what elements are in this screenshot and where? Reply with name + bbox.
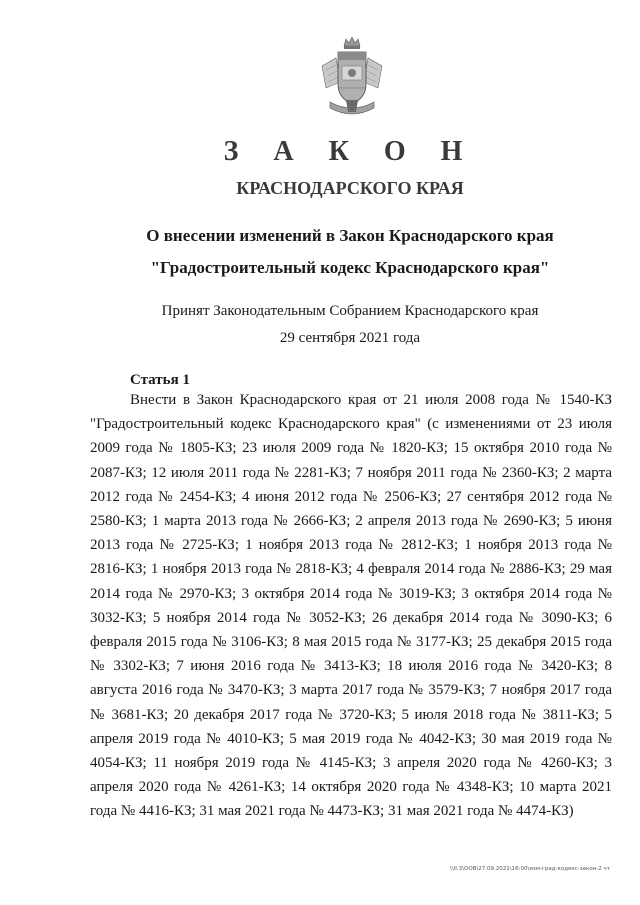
article-heading: Статья 1 <box>130 372 190 388</box>
region-heading: КРАСНОДАРСКОГО КРАЯ <box>236 178 464 198</box>
document-footer-code: \\II.3\OOB\27.09.2021\16:00\изм-град-кодекс-закон-2 чт <box>449 866 610 872</box>
adoption-statement: Принят Законодательным Собранием Краснодарского края <box>161 303 539 319</box>
coat-of-arms-icon <box>316 36 388 118</box>
article-body: Внести в Закон Краснодарского края от 21 июля 2008 года № 1540-КЗ "Градостроительный кодекс Краснодарского края" (с изменениями от 23 июля 2009 года № 1805-КЗ; 23 июля 2009 года № 1820-КЗ; 15 октября 2010 года № 2087-КЗ; 12 июля 2011 года № 2281-КЗ; 7 ноября 2011 года № 2360-КЗ; 2 марта 2012 года № 2454-КЗ; 4 июня 2012 года № 2506-КЗ; 27 сентября 2012 года № 2580-КЗ; 1 марта 2013 года № 2666-КЗ; 2 апреля 2013 года № 2690-КЗ; 5 июня 2013 года № 2725-КЗ; 1 ноября 2013 года № 2812-КЗ; 1 ноября 2013 года № 2816-КЗ; 1 ноября 2013 года № 2818-КЗ; 4 февраля 2014 года № 2886-КЗ; 29 мая 2014 года № 2970-КЗ; 3 октября 2014 года № 3019-КЗ; 3 октября 2014 года № 3032-КЗ; 5 ноября 2014 года № 3052-КЗ; 26 декабря 2014 года № 3090-КЗ; 6 февраля 2015 года № 3106-КЗ; 8 мая 2015 года № 3177-КЗ; 25 декабря 2015 года № 3302-КЗ; 7 июня 2016 года № 3413-КЗ; 18 июля 2016 года № 3420-КЗ; 8 августа 2016 года № 3470-КЗ; 3 марта 2017 года № 3579-КЗ; 7 ноября 2017 года № 3681-КЗ; 20 декабря 2017 года № 3720-КЗ; 5 июля 2018 года № 3811-КЗ; 5 апреля 2019 года № 4010-КЗ; 5 мая 2019 года № 4042-КЗ; 30 мая 2019 года № 4054-КЗ; 11 ноября 2019 года № 4145-КЗ; 3 апреля 2020 года № 4260-КЗ; 3 апреля 2020 года № 4261-КЗ; 14 октября 2020 года № 4348-КЗ; 10 марта 2021 года № 4416-КЗ; 31 мая 2021 года № 4473-КЗ; 31 мая 2021 года № 4474-КЗ) <box>90 392 612 820</box>
law-title-line-2: "Градостроительный кодекс Краснодарского края" <box>150 258 550 277</box>
law-title-line-1: О внесении изменений в Закон Краснодарского края <box>146 226 554 245</box>
law-heading: З А К О Н <box>223 136 477 167</box>
adoption-date: 29 сентября 2021 года <box>279 330 421 346</box>
